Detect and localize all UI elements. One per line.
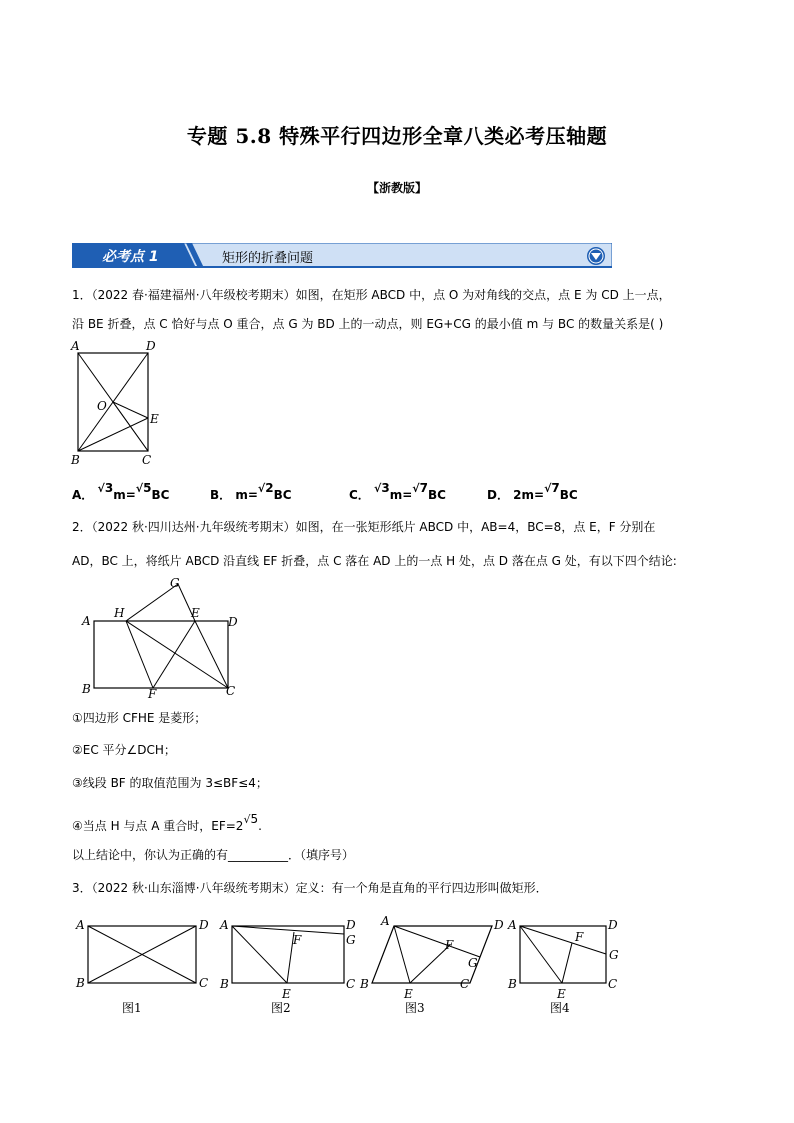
q1-option-c[interactable]: C． √3m=√7BC: [349, 481, 446, 502]
q2-label-f: F: [148, 687, 157, 701]
q2-label-b: B: [82, 682, 91, 696]
option-d-pre: 2m=: [513, 488, 545, 502]
svg-text:E: E: [282, 987, 291, 1001]
q2-conclusion-2: ②EC 平分∠DCH；: [72, 743, 176, 757]
svg-text:F: F: [293, 933, 302, 947]
q3-figure-3: [359, 914, 504, 1001]
page-title: 专题 5.8 特殊平行四边形全章八类必考压轴题: [186, 124, 608, 148]
option-d-radicand: 7: [551, 481, 560, 495]
q2-conclusion-1: ①四边形 CFHE 是菱形；: [72, 711, 207, 725]
q2-label-d: D: [228, 615, 238, 629]
q3-figure-2: [219, 918, 356, 1001]
q2-c4-text: ④当点 H 与点 A 重合时，EF=2: [72, 819, 244, 833]
svg-text:F: F: [575, 930, 584, 944]
option-a-radicand-2: 5: [143, 481, 152, 495]
svg-text:A: A: [76, 918, 85, 932]
svg-text:A: A: [381, 914, 390, 928]
svg-text:G: G: [346, 933, 356, 947]
svg-text:G: G: [468, 956, 478, 970]
q1-option-a[interactable]: A． √3m=√5BC: [72, 481, 170, 502]
option-d-letter: D．: [487, 488, 509, 502]
svg-text:C: C: [199, 976, 209, 990]
section-banner: [72, 243, 612, 268]
q1-label-d: D: [146, 339, 156, 353]
option-c-radicand-1: 3: [381, 481, 390, 495]
q3-figure-1: [75, 918, 209, 990]
q1-option-b[interactable]: B． m=√2BC: [210, 481, 292, 502]
q2-c4-radicand: 5: [250, 812, 259, 826]
option-b-letter: B．: [210, 488, 232, 502]
q1-label-o: O: [97, 399, 107, 413]
svg-text:D: D: [608, 918, 618, 932]
option-b-tail: BC: [273, 488, 292, 502]
option-b-radicand: 2: [265, 481, 274, 495]
edition-label: 【浙教版】: [366, 181, 427, 195]
svg-text:F: F: [445, 938, 454, 952]
option-c-radicand-2: 7: [419, 481, 428, 495]
q1-label-a: A: [71, 339, 80, 353]
option-c-letter: C．: [349, 488, 370, 502]
q3-caption-2: 图2: [271, 1001, 291, 1015]
svg-text:D: D: [494, 918, 504, 932]
option-a-radicand-1: 3: [104, 481, 114, 495]
q1-label-e: E: [150, 412, 159, 426]
q1-option-d[interactable]: D． 2m=√7BC: [487, 481, 578, 502]
q2-answer-line: 以上结论中，你认为正确的有__________．（填序号）: [72, 848, 355, 862]
q2-label-g: G: [170, 576, 180, 590]
svg-text:B: B: [360, 977, 369, 991]
svg-text:G: G: [609, 948, 619, 962]
q2-label-c: C: [226, 684, 236, 698]
q1-figure: [68, 338, 168, 468]
q3-line1: 3．（2022 秋·山东淄博·八年级统考期末）定义：有一个角是直角的平行四边形叫做矩形．: [72, 881, 548, 895]
option-a-tail: BC: [151, 488, 170, 502]
svg-text:D: D: [346, 918, 356, 932]
svg-text:E: E: [557, 987, 566, 1001]
svg-text:D: D: [199, 918, 209, 932]
svg-text:A: A: [220, 918, 229, 932]
svg-text:B: B: [76, 976, 85, 990]
svg-text:C: C: [460, 977, 470, 991]
q1-line2: 沿 BE 折叠，点 C 恰好与点 O 重合，点 G 为 BD 上的一动点，则 EG+CG 的最小值 m 与 BC 的数量关系是( ): [72, 317, 664, 331]
banner-topic: 矩形的折叠问题: [222, 251, 314, 266]
q2-line1: 2．（2022 秋·四川达州·九年级统考期末）如图，在一张矩形纸片 ABCD 中，AB=4，BC=8，点 E，F 分别在: [72, 520, 656, 534]
option-d-tail: BC: [559, 488, 578, 502]
svg-text:A: A: [508, 918, 517, 932]
q2-label-a: A: [82, 614, 91, 628]
svg-text:B: B: [508, 977, 517, 991]
q2-label-h: H: [114, 606, 125, 620]
q1-line1: 1．（2022 春·福建福州·八年级校考期末）如图，在矩形 ABCD 中，点 O 为对角线的交点，点 E 为 CD 上一点，: [72, 288, 671, 302]
q2-conclusion-3: ③线段 BF 的取值范围为 3≤BF≤4；: [72, 776, 268, 790]
svg-text:C: C: [346, 977, 356, 991]
option-c-tail: BC: [427, 488, 446, 502]
q2-figure: [78, 573, 243, 701]
q1-label-b: B: [71, 453, 80, 467]
q1-label-c: C: [142, 453, 152, 467]
q2-c4-post: .: [258, 819, 262, 833]
q2-conclusion-4: ④当点 H 与点 A 重合时，EF=2√5.: [72, 816, 262, 837]
option-b-pre: m=: [235, 488, 258, 502]
banner-badge: 必考点 1: [102, 249, 159, 265]
q3-figure-4: [507, 918, 619, 1001]
svg-text:C: C: [608, 977, 618, 991]
option-c-mid: m=: [389, 488, 413, 502]
q2-line2: AD，BC 上，将纸片 ABCD 沿直线 EF 折叠，点 C 落在 AD 上的一点 H 处，点 D 落在点 G 处，有以下四个结论:: [72, 554, 677, 568]
q3-caption-1: 图1: [122, 1001, 142, 1015]
q3-caption-3: 图3: [405, 1001, 425, 1015]
option-a-mid: m=: [113, 488, 136, 502]
q3-figures: [72, 912, 632, 1022]
svg-text:E: E: [404, 987, 413, 1001]
q2-label-e: E: [191, 606, 200, 620]
chevron-down-icon: [586, 246, 606, 266]
svg-text:B: B: [220, 977, 229, 991]
q3-caption-4: 图4: [550, 1001, 570, 1015]
option-a-letter: A．: [72, 488, 94, 502]
